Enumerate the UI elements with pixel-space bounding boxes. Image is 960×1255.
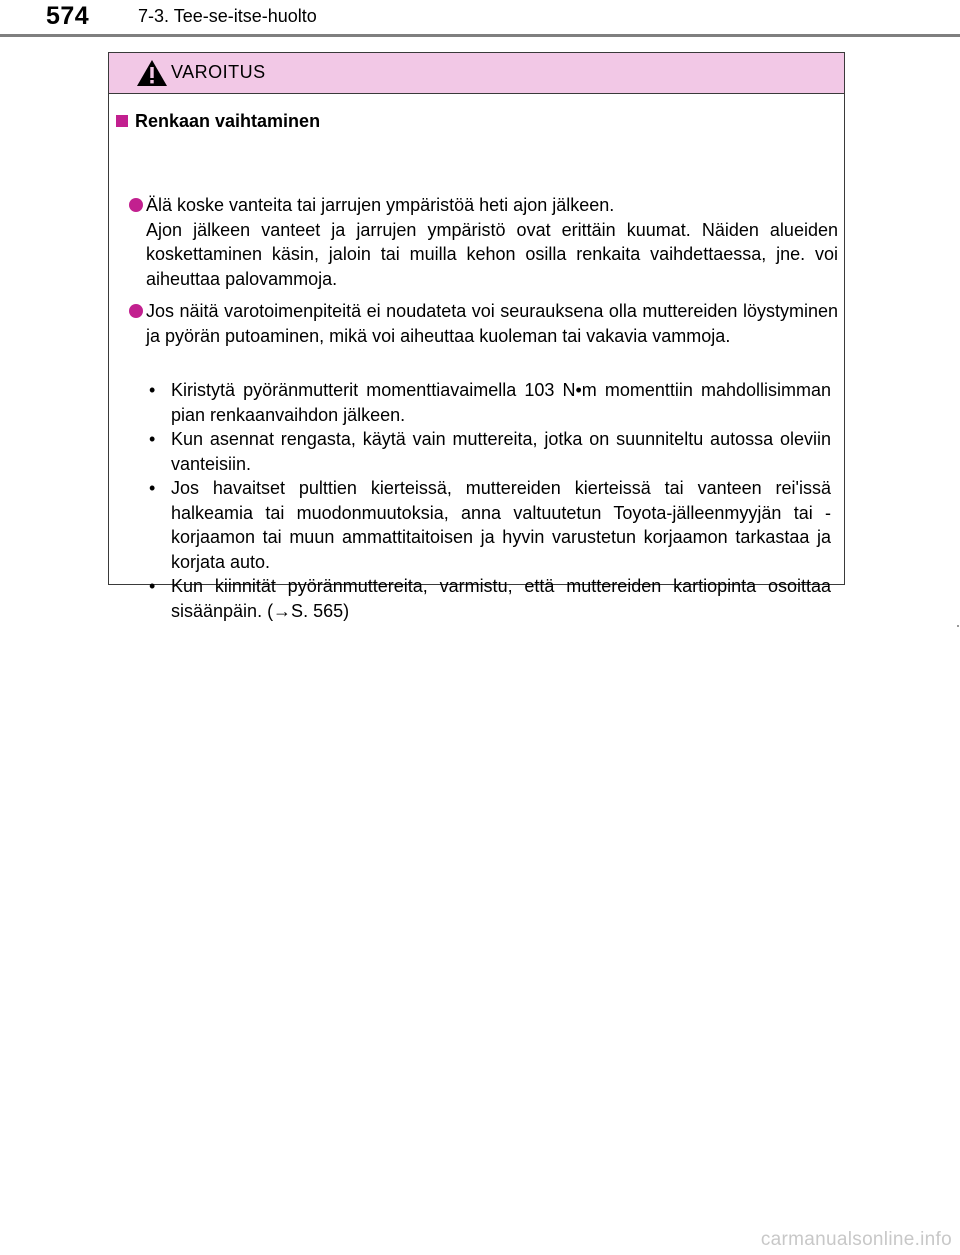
circle-marker-icon — [129, 198, 143, 212]
bullet-list — [149, 378, 831, 623]
circle-marker-icon — [129, 304, 143, 318]
warning-box — [108, 52, 845, 621]
bullet-dot: • — [149, 380, 156, 400]
warning-triangle-icon — [136, 59, 168, 87]
bullet-dot: • — [149, 429, 156, 449]
warning-item-1-lead: Älä koske vanteita tai jarrujen ympäristöä heti ajon jälkeen. — [146, 195, 615, 215]
warning-item-1-text: Ajon jälkeen vanteet ja jarrujen ympäristö ovat erittäin kuumat. Näiden alueiden koskettaminen käsin, jaloin tai muilla kehon osilla renkaita vaihdettaessa, jne. voi aiheuttaa palovammoja. — [146, 219, 838, 289]
section-title: 7-3. Tee-se-itse-huolto — [138, 6, 317, 26]
warning-item-2: Jos näitä varotoimenpiteitä ei noudateta voi seurauksena olla muttereiden löystyminen ja pyörän putoaminen, mikä voi aiheuttaa kuoleman tai vakavia vammoja. — [146, 301, 838, 346]
header-rule — [0, 34, 960, 37]
list-item: • Jos havaitset pulttien kierteissä, muttereiden kierteissä tai vanteen rei'issä halkeamia tai muodonmuutoksia, anna valtuutetun Toyota-jälleenmyyjän tai -korjaamon tai muun ammattitaitoisen ja hyvin varustetun korjaamon tarkastaa ja korjata auto. — [149, 478, 831, 572]
stray-mark — [957, 625, 959, 627]
square-marker-icon — [116, 115, 128, 127]
list-item: • Kiristytä pyöränmutterit momenttiavaimella 103 N•m momenttiin mahdollisimman pian renkaanvaihdon jälkeen. — [149, 380, 831, 425]
bullet-dot: • — [149, 576, 156, 596]
subheading-text: Renkaan vaihtaminen — [135, 111, 321, 131]
list-item: • Kun asennat rengasta, käytä vain muttereita, jotka on suunniteltu autossa oleviin vanteisiin. — [149, 429, 831, 474]
bullet-dot: • — [149, 478, 156, 498]
page-number: 574 — [46, 2, 90, 30]
warning-header — [109, 53, 844, 94]
warning-label: VAROITUS — [171, 62, 266, 82]
warning-item-1 — [146, 193, 838, 291]
list-item: • Kun kiinnität pyöränmuttereita, varmistu, että muttereiden kartiopinta osoittaa sisäänpäin. (→S. 565) — [149, 576, 831, 621]
subheading — [116, 109, 320, 133]
watermark: carmanualsonline.info — [760, 1229, 952, 1250]
